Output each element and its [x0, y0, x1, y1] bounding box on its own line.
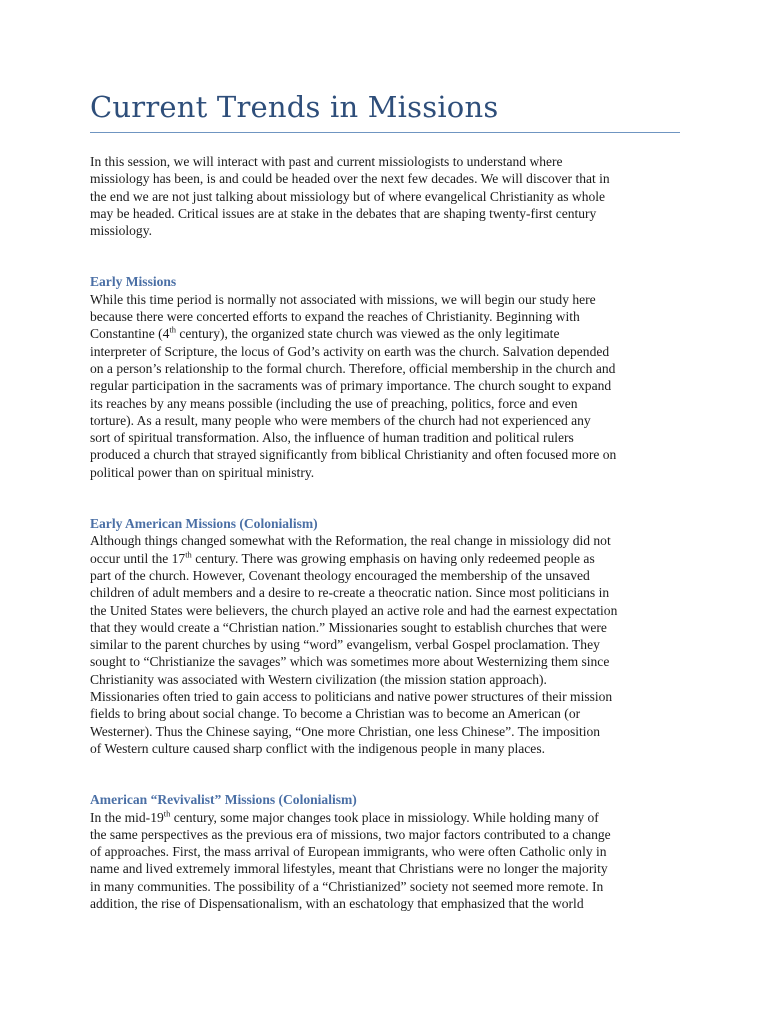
- intro-line: the end we are not just talking about missiology but of where evangelical Christianity as whole: [90, 188, 606, 204]
- body-line: While this time period is normally not associated with missions, we will begin our study here: [90, 291, 596, 307]
- line-text: century), the organized state church was viewed as the only legitimate: [176, 326, 560, 342]
- title-underline: [90, 132, 680, 133]
- line-text: century, some major changes took place in missiology. While holding many of: [170, 809, 599, 825]
- body-line: addition, the rise of Dispensationalism, with an eschatology that emphasized that the world: [90, 895, 584, 911]
- section-early-american-missions: [90, 515, 680, 757]
- body-line: that they would create a “Christian nation.” Missionaries sought to establish churches that were: [90, 619, 607, 635]
- body-line: Although things changed somewhat with the Reformation, the real change in missiology did not: [90, 533, 611, 549]
- intro-line: missiology has been, is and could be headed over the next few decades. We will discover that in: [90, 171, 610, 187]
- body-line: Christianity was associated with Western civilization (the mission station approach).: [90, 671, 547, 687]
- body-line: regular participation in the sacraments was of primary importance. The church sought to expand: [90, 378, 612, 394]
- section-heading: American “Revivalist” Missions (Colonialism): [90, 792, 357, 808]
- body-line: fields to bring about social change. To become a Christian was to become an American (or: [90, 706, 581, 722]
- body-line: on a person’s relationship to the formal church. Therefore, official membership in the church and: [90, 360, 616, 376]
- body-line: of approaches. First, the mass arrival of European immigrants, who were often Catholic only in: [90, 844, 607, 860]
- body-line: sought to “Christianize the savages” which was sometimes more about Westernizing them since: [90, 654, 610, 670]
- intro-line: missiology.: [90, 223, 152, 239]
- line-text: century. There was growing emphasis on having only redeemed people as: [191, 550, 595, 566]
- body-line: part of the church. However, Covenant theology encouraged the membership of the unsaved: [90, 567, 590, 583]
- body-line: Missionaries often tried to gain access to politicians and native power structures of their mission: [90, 689, 613, 705]
- section-paragraph: [90, 291, 680, 481]
- body-line: produced a church that strayed significantly from biblical Christianity and often focused more on: [90, 447, 617, 463]
- intro-line: In this session, we will interact with past and current missiologists to understand where: [90, 154, 563, 169]
- body-line: its reaches by any means possible (including the use of preaching, politics, force and even: [90, 395, 578, 411]
- section-revivalist-missions: [90, 791, 680, 912]
- body-line: torture). As a result, many people who were members of the church had not experienced any: [90, 412, 591, 428]
- section-heading: Early Missions: [90, 274, 177, 290]
- body-line: name and lived extremely immoral lifestyles, meant that Christians were no longer the majority: [90, 861, 608, 877]
- ordinal-superscript: th: [169, 324, 177, 335]
- ordinal-superscript: th: [185, 549, 192, 560]
- body-line: children of adult members and a desire to re-create a theocratic nation. Since most politicians in: [90, 585, 610, 601]
- body-line: [90, 550, 680, 567]
- document-page: [90, 88, 680, 912]
- section-paragraph: [90, 809, 680, 913]
- body-line: [90, 325, 680, 342]
- intro-line: may be headed. Critical issues are at stake in the debates that are shaping twenty-first century: [90, 205, 597, 221]
- body-line: because there were concerted efforts to expand the reaches of Christianity. Beginning with: [90, 309, 580, 325]
- body-line: of Western culture caused sharp conflict with the indigenous people in many places.: [90, 740, 545, 756]
- body-line: Westerner). Thus the Chinese saying, “One more Christian, one less Chinese”. The imposition: [90, 723, 601, 739]
- line-text: occur until the 17: [90, 550, 186, 566]
- body-line: the same perspectives as the previous era of missions, two major factors contributed to a change: [90, 826, 611, 842]
- page-title: Current Trends in Missions: [90, 90, 499, 124]
- body-line: political power than on spiritual ministry.: [90, 464, 315, 480]
- ordinal-superscript: th: [163, 807, 171, 818]
- body-line: [90, 809, 680, 826]
- section-paragraph: [90, 532, 680, 757]
- section-heading: Early American Missions (Colonialism): [90, 516, 318, 532]
- body-line: the United States were believers, the church played an active role and had the earnest expectation: [90, 602, 618, 618]
- body-line: similar to the parent churches by using “word” evangelism, verbal Gospel proclamation. They: [90, 637, 600, 653]
- line-text: In the mid-19: [90, 809, 164, 825]
- intro-paragraph: [90, 153, 680, 239]
- body-line: sort of spiritual transformation. Also, the influence of human tradition and political rulers: [90, 430, 574, 446]
- body-line: interpreter of Scripture, the locus of God’s activity on earth was the church. Salvation depended: [90, 343, 610, 359]
- section-early-missions: [90, 273, 680, 481]
- line-text: Constantine (4: [90, 326, 170, 342]
- body-line: in many communities. The possibility of a “Christianized” society not seemed more remote. In: [90, 878, 604, 894]
